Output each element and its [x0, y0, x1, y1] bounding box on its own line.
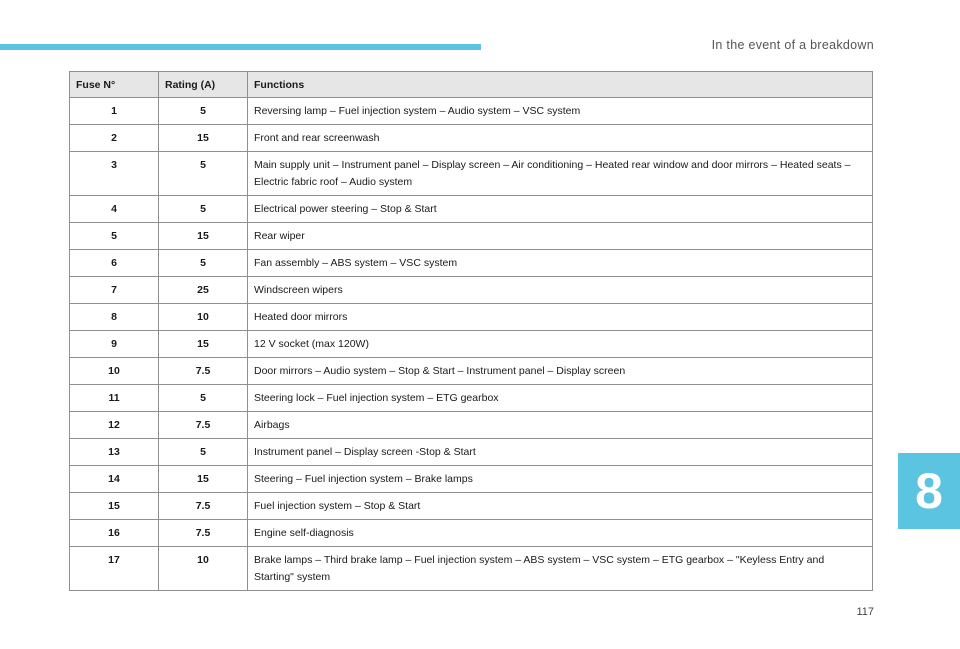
- table-row: [70, 304, 873, 331]
- fuse-number-cell: 5: [70, 223, 159, 250]
- fuse-number-cell: 7: [70, 277, 159, 304]
- functions-cell: Door mirrors – Audio system – Stop & Start – Instrument panel – Display screen: [248, 358, 873, 385]
- fuse-number-cell: 1: [70, 98, 159, 125]
- table-row: [70, 358, 873, 385]
- functions-cell: Steering – Fuel injection system – Brake lamps: [248, 466, 873, 493]
- functions-cell: Fuel injection system – Stop & Start: [248, 493, 873, 520]
- table-row: [70, 520, 873, 547]
- rating-cell: 5: [159, 250, 248, 277]
- fuse-number-cell: 13: [70, 439, 159, 466]
- table-row: [70, 412, 873, 439]
- rating-cell: 15: [159, 331, 248, 358]
- section-title: In the event of a breakdown: [711, 38, 874, 52]
- table-row: [70, 125, 873, 152]
- rating-cell: 5: [159, 439, 248, 466]
- rating-cell: 15: [159, 466, 248, 493]
- table-body: [70, 98, 873, 591]
- rating-cell: 5: [159, 385, 248, 412]
- table-row: [70, 196, 873, 223]
- fuse-number-cell: 12: [70, 412, 159, 439]
- functions-cell: Rear wiper: [248, 223, 873, 250]
- fuse-number-cell: 8: [70, 304, 159, 331]
- table-row: [70, 385, 873, 412]
- functions-cell: 12 V socket (max 120W): [248, 331, 873, 358]
- functions-cell: Reversing lamp – Fuel injection system – Audio system – VSC system: [248, 98, 873, 125]
- fuse-number-cell: 4: [70, 196, 159, 223]
- column-header-functions: Functions: [248, 72, 873, 98]
- table-row: [70, 250, 873, 277]
- rating-cell: 7.5: [159, 520, 248, 547]
- functions-cell: Front and rear screenwash: [248, 125, 873, 152]
- table-row: [70, 547, 873, 591]
- functions-cell: Electrical power steering – Stop & Start: [248, 196, 873, 223]
- table-row: [70, 439, 873, 466]
- rating-cell: 7.5: [159, 412, 248, 439]
- functions-cell: Instrument panel – Display screen -Stop & Start: [248, 439, 873, 466]
- column-header-rating: Rating (A): [159, 72, 248, 98]
- chapter-tab: [898, 453, 960, 529]
- rating-cell: 5: [159, 196, 248, 223]
- rating-cell: 5: [159, 98, 248, 125]
- table-row: [70, 277, 873, 304]
- fuse-number-cell: 17: [70, 547, 159, 591]
- fuse-number-cell: 3: [70, 152, 159, 196]
- fuse-number-cell: 6: [70, 250, 159, 277]
- fuse-number-cell: 10: [70, 358, 159, 385]
- table-row: [70, 466, 873, 493]
- chapter-number: 8: [915, 463, 943, 519]
- functions-cell: Heated door mirrors: [248, 304, 873, 331]
- column-header-fuse: Fuse N°: [70, 72, 159, 98]
- functions-cell: Steering lock – Fuel injection system – ETG gearbox: [248, 385, 873, 412]
- table-header: [70, 72, 873, 98]
- rating-cell: 15: [159, 125, 248, 152]
- table-row: [70, 493, 873, 520]
- fuse-number-cell: 11: [70, 385, 159, 412]
- table-row: [70, 98, 873, 125]
- fuse-number-cell: 2: [70, 125, 159, 152]
- fuse-number-cell: 9: [70, 331, 159, 358]
- fuse-table: [69, 71, 873, 591]
- fuse-number-cell: 15: [70, 493, 159, 520]
- rating-cell: 25: [159, 277, 248, 304]
- functions-cell: Windscreen wipers: [248, 277, 873, 304]
- rating-cell: 5: [159, 152, 248, 196]
- functions-cell: Brake lamps – Third brake lamp – Fuel injection system – ABS system – VSC system – ETG gearbox – "Keyless Entry and Starting" system: [248, 547, 873, 591]
- functions-cell: Airbags: [248, 412, 873, 439]
- functions-cell: Main supply unit – Instrument panel – Display screen – Air conditioning – Heated rear window and door mirrors – Heated seats – Electric fabric roof – Audio system: [248, 152, 873, 196]
- page-number: 117: [856, 606, 874, 618]
- header-accent-bar: [0, 44, 481, 50]
- table-row: [70, 223, 873, 250]
- rating-cell: 7.5: [159, 493, 248, 520]
- fuse-number-cell: 14: [70, 466, 159, 493]
- rating-cell: 7.5: [159, 358, 248, 385]
- functions-cell: Fan assembly – ABS system – VSC system: [248, 250, 873, 277]
- table-row: [70, 152, 873, 196]
- rating-cell: 10: [159, 304, 248, 331]
- functions-cell: Engine self-diagnosis: [248, 520, 873, 547]
- table-row: [70, 331, 873, 358]
- rating-cell: 15: [159, 223, 248, 250]
- rating-cell: 10: [159, 547, 248, 591]
- fuse-number-cell: 16: [70, 520, 159, 547]
- table-header-row: [70, 72, 873, 98]
